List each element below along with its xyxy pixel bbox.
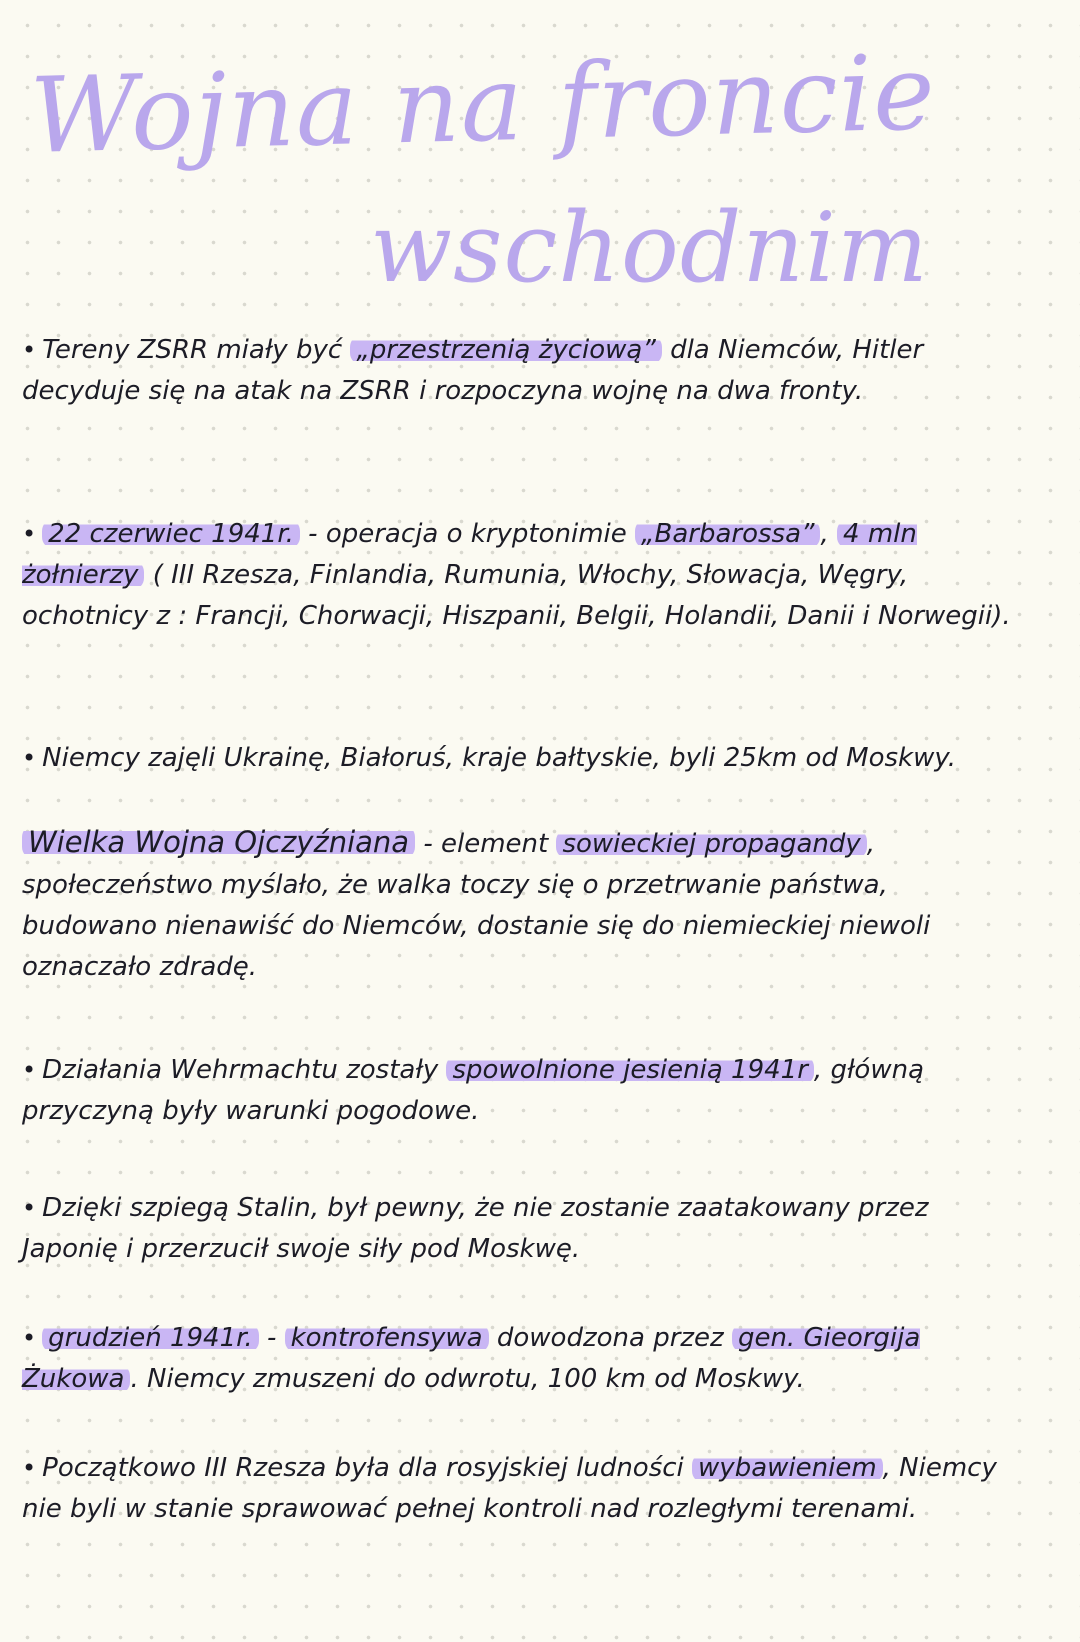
bullet-point: • <box>22 336 37 364</box>
note-text: dowodzona przez <box>488 1323 732 1353</box>
title-line-1: Wojna na froncie <box>28 31 938 177</box>
note-text: Tereny ZSRR miały być <box>42 335 351 365</box>
note-counteroffensive <box>22 1318 1022 1400</box>
bullet-point: • <box>22 1194 37 1222</box>
note-text: , Niemcy nie byli w stanie sprawować pełnej kontroli nad rozległymi terenami. <box>22 1453 997 1524</box>
highlighted-term: sowieckiej propagandy <box>556 829 866 859</box>
note-text: ( III Rzesza, Finlandia, Rumunia, Włochy, Słowacja, Węgry, ochotnicy z : Francji, Chorwacji, Hiszpanii, Belgii, Holandii, Danii i Norwegii). <box>22 560 1011 631</box>
highlighted-term: Wielka Wojna Ojczyźniana <box>22 825 415 859</box>
bullet-point: • <box>22 520 37 548</box>
highlighted-term: wybawieniem <box>692 1453 883 1483</box>
note-text: - operacja o kryptonimie <box>299 519 636 549</box>
note-text: , główną przyczyną były warunki pogodowe. <box>22 1055 925 1126</box>
note-text: . Niemcy zmuszeni do odwrotu, 100 km od Moskwy. <box>130 1364 805 1394</box>
note-text: , społeczeństwo myślało, że walka toczy się o przetrwanie państwa, budowano nienawiść do Niemców, dostanie się do niemieckiej niewoli oznaczało zdradę. <box>22 829 931 982</box>
highlighted-term: 4 mln żołnierzy <box>22 519 917 590</box>
bullet-point: • <box>22 1056 37 1084</box>
highlighted-term: „Barbarossa” <box>635 519 820 549</box>
note-text: Początkowo III Rzesza była dla rosyjskiej ludności <box>42 1453 693 1483</box>
highlighted-term: „przestrzenią życiową” <box>350 335 661 365</box>
note-barbarossa <box>22 514 1022 637</box>
note-spy-stalin <box>22 1188 1022 1270</box>
note-german-advance <box>22 738 1022 779</box>
note-text: , <box>820 519 838 549</box>
note-great-patriotic-war <box>22 822 1022 988</box>
title-line-2: wschodnim <box>370 192 929 304</box>
note-text: Niemcy zajęli Ukrainę, Białoruś, kraje bałtyskie, byli 25km od Moskwy. <box>42 743 957 773</box>
highlighted-term: 22 czerwiec 1941r. <box>42 519 300 549</box>
note-living-space <box>22 330 1022 412</box>
note-text: Dzięki szpiegą Stalin, był pewny, że nie zostanie zaatakowany przez Japonię i przerzucił swoje siły pod Moskwę. <box>22 1193 929 1264</box>
note-text: Działania Wehrmachtu zostały <box>42 1055 447 1085</box>
note-wehrmacht-slowed <box>22 1050 1022 1132</box>
note-text: dla Niemców, Hitler decyduje się na atak na ZSRR i rozpoczyna wojnę na dwa fronty. <box>22 335 924 406</box>
highlighted-term: kontrofensywa <box>285 1323 489 1353</box>
highlighted-term: spowolnione jesienią 1941r <box>446 1055 813 1085</box>
note-text: - <box>258 1323 285 1353</box>
note-initial-liberation <box>22 1448 1022 1530</box>
note-text: - element <box>415 829 557 859</box>
bullet-point: • <box>22 1454 37 1482</box>
bullet-point: • <box>22 1324 37 1352</box>
highlighted-term: grudzień 1941r. <box>42 1323 259 1353</box>
bullet-point: • <box>22 744 37 772</box>
highlighted-term: gen. Gieorgija Żukowa <box>22 1323 921 1394</box>
